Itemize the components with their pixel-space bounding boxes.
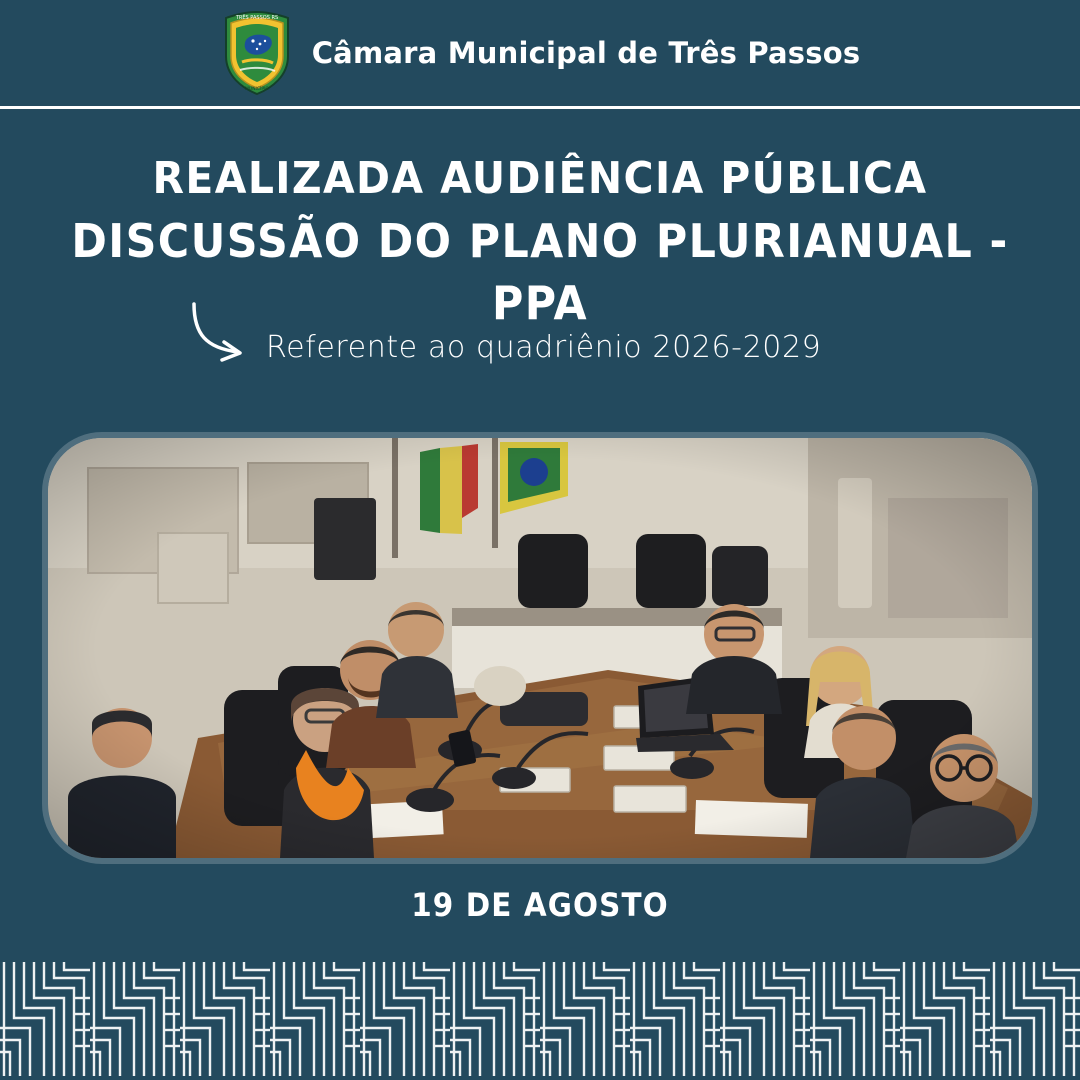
subtitle-row — [0, 300, 1080, 390]
header-divider — [0, 106, 1080, 109]
photo-frame — [48, 438, 1032, 858]
page-title-line-2: DISCUSSÃO DO PLANO PLURIANUAL - PPA — [71, 214, 1009, 330]
subtitle-text: Referente ao quadriênio 2026-2029 — [266, 330, 822, 365]
coat-of-arms-icon — [220, 10, 294, 96]
svg-text:MUNICÍPIO: MUNICÍPIO — [244, 87, 269, 92]
header-title: Câmara Municipal de Três Passos — [311, 36, 861, 70]
svg-text:TRÊS PASSOS RS: TRÊS PASSOS RS — [235, 15, 278, 21]
page-title-line-1: REALIZADA AUDIÊNCIA PÚBLICA — [152, 153, 928, 204]
footer-pattern — [0, 958, 1080, 1080]
curved-arrow-icon — [186, 300, 256, 370]
header-bar — [0, 0, 1080, 106]
event-date: 19 DE AGOSTO — [411, 886, 669, 924]
meeting-photo — [48, 438, 1032, 858]
